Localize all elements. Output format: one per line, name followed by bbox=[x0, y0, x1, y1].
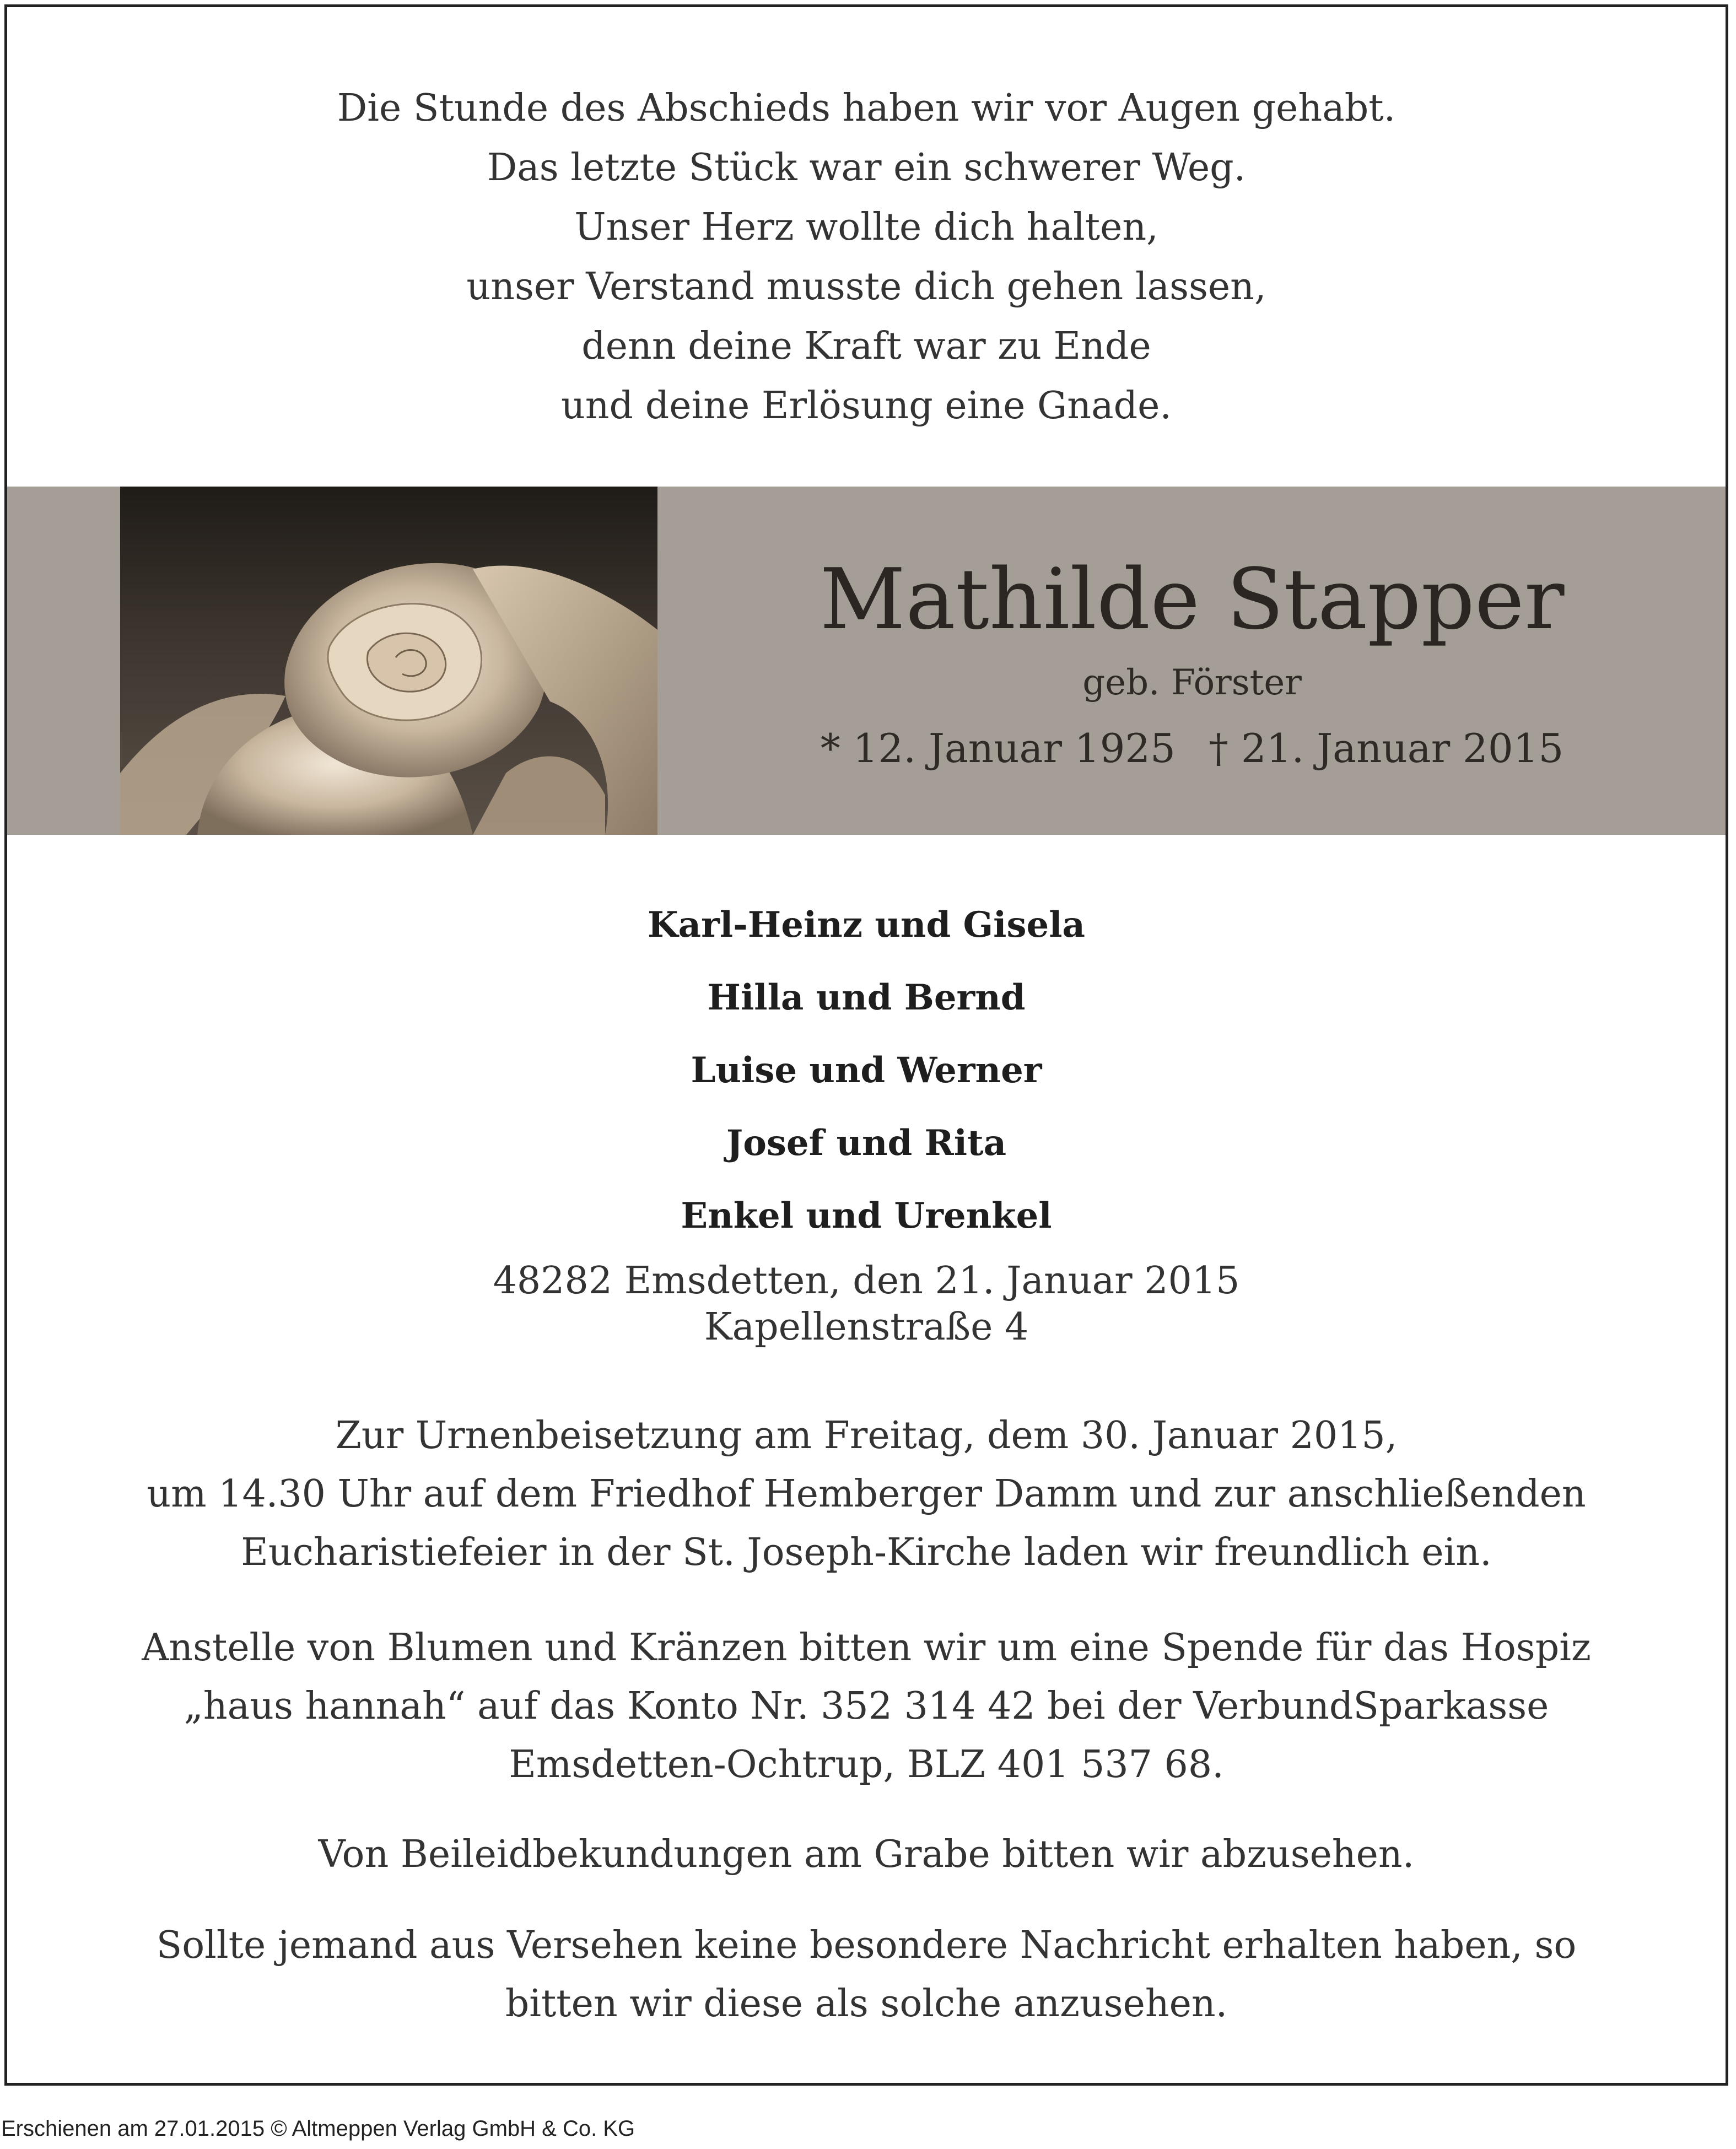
funeral-paragraph bbox=[7, 1407, 1726, 1582]
notice-paragraph bbox=[7, 1916, 1726, 2033]
poem-line: Das letzte Stück war ein schwerer Weg. bbox=[487, 146, 1246, 190]
poem-line: denn deine Kraft war zu Ende bbox=[581, 325, 1151, 368]
paragraph-line: Zur Urnenbeisetzung am Freitag, dem 30. Januar 2015, bbox=[335, 1414, 1398, 1457]
poem-line: Unser Herz wollte dich halten, bbox=[574, 206, 1158, 249]
paragraph-line: bitten wir diese als solche anzusehen. bbox=[505, 1982, 1228, 2026]
donation-paragraph bbox=[7, 1619, 1726, 1794]
family-member: Luise und Werner bbox=[691, 1050, 1042, 1091]
condolences-paragraph bbox=[7, 1826, 1726, 1884]
paragraph-line: Sollte jemand aus Versehen keine besondere Nachricht erhalten haben, so bbox=[156, 1924, 1577, 1967]
paragraph-line: um 14.30 Uhr auf dem Friedhof Hemberger Damm und zur anschließenden bbox=[147, 1472, 1586, 1516]
life-dates bbox=[768, 723, 1616, 773]
poem bbox=[7, 79, 1726, 436]
family-list bbox=[7, 889, 1726, 1252]
paragraph-line: Von Beileidbekundungen am Grabe bitten wir abzusehen. bbox=[318, 1833, 1415, 1876]
poem-line: und deine Erlösung eine Gnade. bbox=[560, 384, 1172, 428]
poem-line: unser Verstand musste dich gehen lassen, bbox=[466, 265, 1266, 309]
family-member: Enkel und Urenkel bbox=[681, 1195, 1052, 1237]
paragraph-line: Eucharistiefeier in der St. Joseph-Kirche laden wir freundlich ein. bbox=[241, 1531, 1492, 1574]
rose-photo bbox=[120, 487, 657, 835]
death-date: † 21. Januar 2015 bbox=[1209, 725, 1564, 771]
address-block bbox=[7, 1258, 1726, 1351]
obituary-frame bbox=[4, 4, 1728, 2086]
paragraph-line: Anstelle von Blumen und Kränzen bitten wir um eine Spende für das Hospiz bbox=[142, 1626, 1591, 1670]
family-member: Hilla und Bernd bbox=[707, 977, 1026, 1018]
family-member: Josef und Rita bbox=[726, 1122, 1007, 1164]
maiden-name: geb. Förster bbox=[1082, 662, 1302, 703]
birth-date: * 12. Januar 1925 bbox=[820, 725, 1176, 771]
family-member: Karl-Heinz und Gisela bbox=[648, 904, 1085, 946]
paragraph-line: Emsdetten-Ochtrup, BLZ 401 537 68. bbox=[509, 1743, 1224, 1786]
publication-footer: Erschienen am 27.01.2015 © Altmeppen Verlag GmbH & Co. KG bbox=[1, 2116, 635, 2141]
name-banner bbox=[7, 487, 1726, 835]
paragraph-line: „haus hannah“ auf das Konto Nr. 352 314 42 bei der VerbundSparkasse bbox=[184, 1684, 1549, 1728]
place-date: 48282 Emsdetten, den 21. Januar 2015 bbox=[493, 1259, 1240, 1303]
street: Kapellenstraße 4 bbox=[704, 1305, 1029, 1349]
deceased-name: Mathilde Stapper bbox=[820, 550, 1565, 648]
poem-line: Die Stunde des Abschieds haben wir vor Augen gehabt. bbox=[337, 87, 1396, 130]
